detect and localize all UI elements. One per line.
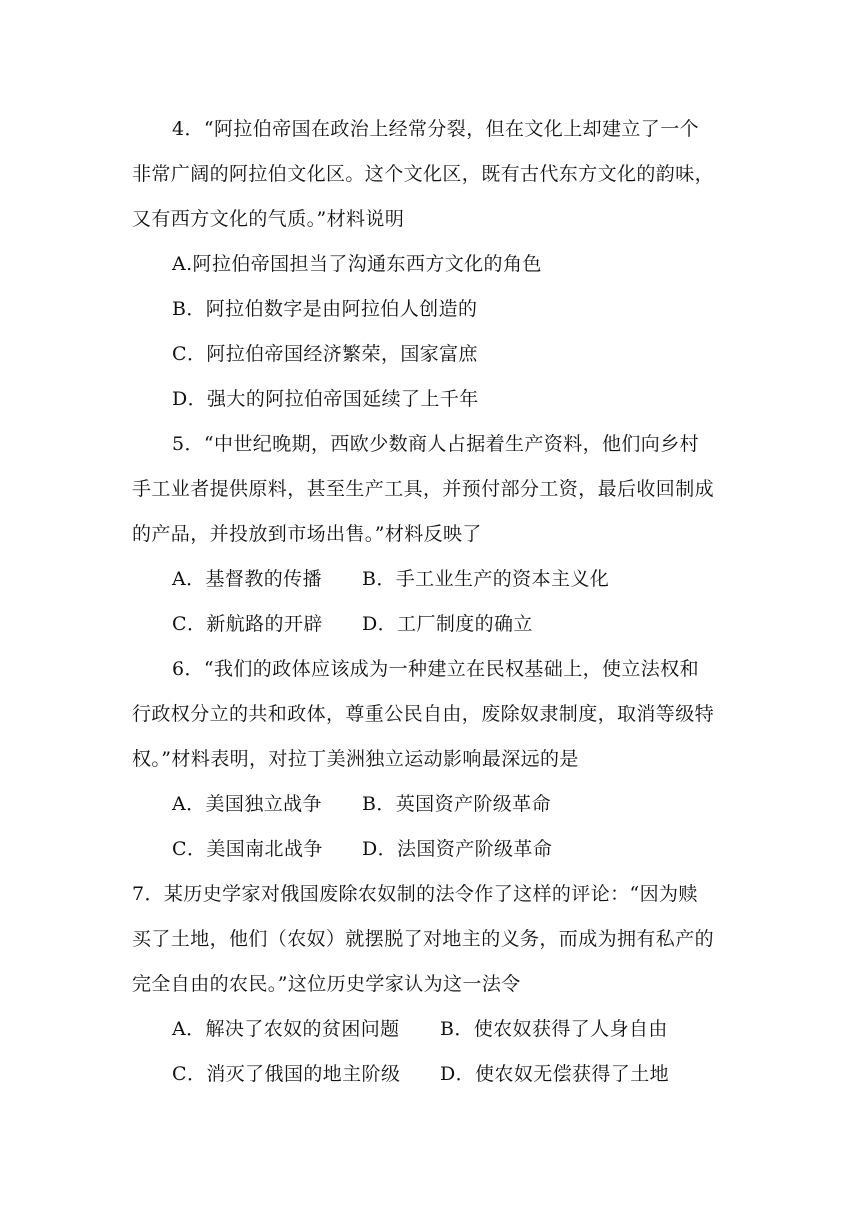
question-6-option-d: D．法国资产阶级革命 bbox=[362, 838, 553, 860]
question-5-option-c: C．新航路的开辟 bbox=[172, 613, 323, 635]
question-6-line-2: 行政权分立的共和政体，尊重公民自由，废除奴隶制度，取消等级特 bbox=[132, 703, 715, 725]
question-7-option-a: A．解决了农奴的贫困问题 bbox=[172, 1018, 400, 1040]
question-5-option-d: D．工厂制度的确立 bbox=[362, 613, 533, 635]
question-7-line-3: 完全自由的农民。”这位历史学家认为这一法令 bbox=[132, 973, 521, 995]
question-4-option-a: A.阿拉伯帝国担当了沟通东西方文化的角色 bbox=[172, 253, 542, 275]
question-4-line-2: 非常广阔的阿拉伯文化区。这个文化区，既有古代东方文化的韵味， bbox=[132, 163, 715, 185]
question-5-option-a: A．基督教的传播 bbox=[172, 568, 322, 590]
question-4-option-b: B．阿拉伯数字是由阿拉伯人创造的 bbox=[172, 298, 478, 320]
question-7-option-c: C．消灭了俄国的地主阶级 bbox=[172, 1063, 401, 1085]
question-4-option-c: C．阿拉伯帝国经济繁荣，国家富庶 bbox=[172, 343, 478, 365]
question-4-line-1: 4．“阿拉伯帝国在政治上经常分裂，但在文化上却建立了一个 bbox=[172, 118, 700, 140]
question-5-option-b: B．手工业生产的资本主义化 bbox=[362, 568, 610, 590]
question-6-option-a: A．美国独立战争 bbox=[172, 793, 322, 815]
question-5-line-3: 的产品，并投放到市场出售。”材料反映了 bbox=[132, 523, 482, 545]
question-7-option-d: D．使农奴无偿获得了土地 bbox=[440, 1063, 670, 1085]
question-6-options-row-2 bbox=[0, 836, 860, 862]
question-6-options-row-1 bbox=[0, 791, 860, 817]
question-7-option-b: B．使农奴获得了人身自由 bbox=[440, 1018, 668, 1040]
question-7-options-row-2 bbox=[0, 1061, 860, 1087]
question-5-options-row-1 bbox=[0, 566, 860, 592]
question-4-line-3: 又有西方文化的气质。”材料说明 bbox=[132, 208, 405, 230]
question-5-options-row-2 bbox=[0, 611, 860, 637]
question-6-line-1: 6．“我们的政体应该成为一种建立在民权基础上，使立法权和 bbox=[172, 658, 700, 680]
question-5-line-1: 5．“中世纪晚期，西欧少数商人占据着生产资料，他们向乡村 bbox=[172, 433, 700, 455]
question-4-option-d: D．强大的阿拉伯帝国延续了上千年 bbox=[172, 388, 479, 410]
question-6-line-3: 权。”材料表明，对拉丁美洲独立运动影响最深远的是 bbox=[132, 748, 579, 770]
question-5-line-2: 手工业者提供原料，甚至生产工具，并预付部分工资，最后收回制成 bbox=[132, 478, 715, 500]
question-7-line-1: 7．某历史学家对俄国废除农奴制的法令作了这样的评论：“因为赎 bbox=[132, 883, 698, 905]
question-7-line-2: 买了土地，他们（农奴）就摆脱了对地主的义务，而成为拥有私产的 bbox=[132, 928, 715, 950]
question-6-option-c: C．美国南北战争 bbox=[172, 838, 323, 860]
question-7-options-row-1 bbox=[0, 1016, 860, 1042]
question-6-option-b: B．英国资产阶级革命 bbox=[362, 793, 551, 815]
